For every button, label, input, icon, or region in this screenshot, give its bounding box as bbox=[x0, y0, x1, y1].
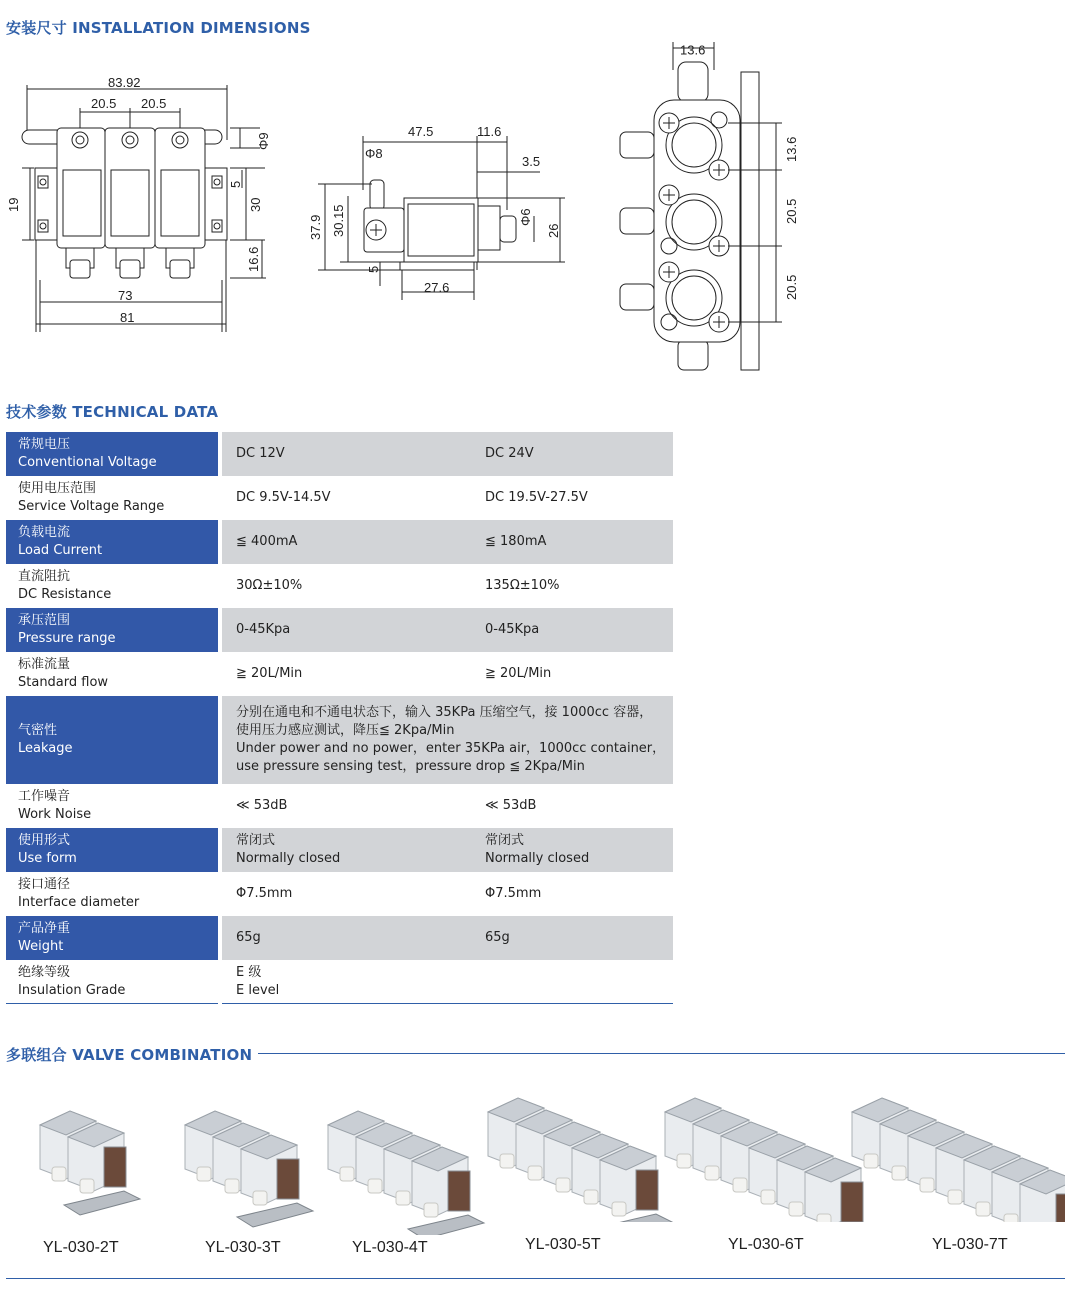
table-row bbox=[6, 916, 673, 960]
row-label-cn: 气密性 bbox=[18, 723, 58, 738]
dim-side-len: 47.5 bbox=[408, 124, 434, 139]
value-line: ≪ 53dB bbox=[485, 797, 537, 813]
value-line-en: Normally closed bbox=[485, 851, 590, 866]
row-label bbox=[6, 476, 218, 520]
row-label bbox=[6, 432, 218, 476]
row-label-cn: 承压范围 bbox=[18, 613, 71, 628]
dim-side-tip: 11.6 bbox=[477, 124, 502, 139]
value-line: DC 19.5V-27.5V bbox=[485, 489, 588, 505]
valve-label: YL-030-2T bbox=[43, 1239, 119, 1256]
dim-side-h-mid: 30.15 bbox=[331, 204, 346, 237]
leakage-line: 使用压力感应测试，降压≦ 2Kpa/Min bbox=[236, 723, 455, 738]
value-line: DC 24V bbox=[485, 446, 534, 461]
value-line: Φ7.5mm bbox=[236, 885, 293, 901]
table-row bbox=[6, 432, 673, 476]
table-row bbox=[6, 696, 673, 784]
dim-side-h-total: 37.9 bbox=[308, 214, 323, 240]
mount-bracket bbox=[64, 1191, 140, 1215]
section-title-combination: 多联组合 VALVE COMBINATION bbox=[6, 1046, 253, 1064]
dim-front-pitch-b: 20.5 bbox=[141, 96, 167, 111]
row-value-2 bbox=[471, 872, 673, 916]
dim-front-pitch-a: 20.5 bbox=[91, 96, 117, 111]
table-row bbox=[6, 872, 673, 916]
row-value-1 bbox=[222, 476, 471, 520]
row-label bbox=[6, 828, 218, 872]
value-line: 0-45Kpa bbox=[485, 622, 540, 637]
value-line: 0-45Kpa bbox=[236, 622, 291, 637]
value-line: 常闭式 bbox=[485, 833, 525, 848]
row-label-en: Weight bbox=[18, 939, 64, 954]
table-row bbox=[6, 960, 673, 1004]
row-label bbox=[6, 872, 218, 916]
dim-front-left-h: 19 bbox=[6, 197, 21, 212]
dim-front-mid: 30 bbox=[248, 197, 263, 212]
row-label-en: Service Voltage Range bbox=[18, 498, 165, 514]
row-label bbox=[6, 652, 218, 696]
row-label-cn: 直流阻抗 bbox=[18, 568, 71, 584]
row-value-2 bbox=[471, 652, 673, 696]
row-value-2 bbox=[471, 432, 673, 476]
section-title-installation: 安装尺寸 INSTALLATION DIMENSIONS bbox=[6, 19, 311, 37]
valve-label: YL-030-7T bbox=[932, 1236, 1008, 1253]
row-label-en: DC Resistance bbox=[18, 586, 112, 602]
leakage-line: Under power and no power，enter 35KPa air，1000cc container， bbox=[236, 741, 666, 756]
value-line: Φ7.5mm bbox=[485, 885, 542, 901]
row-value-1 bbox=[222, 520, 471, 564]
dim-top-p2: 20.5 bbox=[784, 198, 799, 224]
row-value-2 bbox=[471, 828, 673, 872]
value-line: ≦ 180mA bbox=[485, 534, 547, 549]
row-value-span bbox=[222, 696, 673, 784]
row-label bbox=[6, 784, 218, 828]
valve-label: YL-030-6T bbox=[728, 1236, 804, 1253]
section-rule bbox=[258, 1053, 1065, 1054]
row-value-1 bbox=[222, 564, 471, 608]
value-line: ≧ 20L/Min bbox=[236, 665, 303, 681]
value-line: 65g bbox=[485, 930, 510, 945]
value-line: 65g bbox=[236, 930, 261, 945]
row-label-cn: 标准流量 bbox=[18, 656, 71, 672]
leakage-line: 分别在通电和不通电状态下，输入 35KPa 压缩空气，接 1000cc 容器， bbox=[236, 705, 653, 720]
row-label-cn: 使用电压范围 bbox=[18, 480, 97, 496]
value-line: ≦ 400mA bbox=[236, 534, 298, 549]
dim-top-p3: 20.5 bbox=[784, 274, 799, 300]
value-line: DC 9.5V-14.5V bbox=[236, 489, 331, 505]
row-value-2 bbox=[471, 916, 673, 960]
row-label-cn: 绝缘等级 bbox=[18, 964, 71, 980]
bottom-rule bbox=[6, 1278, 1065, 1279]
table-row bbox=[6, 784, 673, 828]
dim-side-phi6: Φ6 bbox=[518, 208, 533, 226]
row-value-1 bbox=[222, 872, 471, 916]
mount-bracket bbox=[237, 1203, 313, 1227]
row-label-en: Insulation Grade bbox=[18, 982, 126, 998]
row-value-1 bbox=[222, 828, 471, 872]
row-label-cn: 常规电压 bbox=[18, 437, 71, 452]
coil bbox=[1056, 1194, 1065, 1222]
dim-front-overall: 83.92 bbox=[108, 75, 141, 90]
row-value-2 bbox=[471, 520, 673, 564]
valve-label: YL-030-5T bbox=[525, 1236, 601, 1253]
row-value-2 bbox=[471, 960, 673, 1004]
top-view bbox=[620, 42, 782, 370]
installation-drawing bbox=[0, 40, 1065, 380]
front-view bbox=[22, 85, 266, 332]
value-line: E 级 bbox=[236, 964, 262, 980]
row-value-1 bbox=[222, 784, 471, 828]
row-label-cn: 负载电流 bbox=[18, 525, 71, 540]
row-value-1 bbox=[222, 652, 471, 696]
dim-side-h26: 26 bbox=[546, 223, 561, 238]
coil bbox=[104, 1147, 126, 1187]
valve-label: YL-030-4T bbox=[352, 1239, 428, 1256]
dim-top-w: 13.6 bbox=[680, 42, 706, 58]
table-row bbox=[6, 652, 673, 696]
leakage-line: use pressure sensing test，pressure drop ≦ 2Kpa/Min bbox=[236, 759, 585, 774]
table-row bbox=[6, 608, 673, 652]
row-label-en: Work Noise bbox=[18, 806, 92, 822]
row-label-cn: 使用形式 bbox=[18, 833, 71, 848]
row-label bbox=[6, 520, 218, 564]
dim-side-gap: 3.5 bbox=[522, 154, 541, 169]
row-value-2 bbox=[471, 784, 673, 828]
row-value-1 bbox=[222, 916, 471, 960]
table-row bbox=[6, 476, 673, 520]
row-label-en: Interface diameter bbox=[18, 894, 140, 910]
dim-front-w-inner: 73 bbox=[118, 288, 133, 303]
dim-top-p1: 13.6 bbox=[784, 136, 799, 162]
row-label bbox=[6, 696, 218, 784]
dim-front-phi: Φ9 bbox=[256, 132, 271, 150]
row-label-en: Conventional Voltage bbox=[18, 455, 157, 470]
value-line-en: E level bbox=[236, 982, 280, 998]
row-label-en: Use form bbox=[18, 851, 77, 866]
row-label-en: Pressure range bbox=[18, 631, 116, 646]
row-label-cn: 接口通径 bbox=[18, 876, 71, 892]
dim-side-base: 5 bbox=[366, 265, 381, 273]
row-value-1 bbox=[222, 960, 471, 1004]
row-value-2 bbox=[471, 608, 673, 652]
row-value-1 bbox=[222, 432, 471, 476]
row-label-en: Standard flow bbox=[18, 674, 109, 690]
valve-image-7 bbox=[842, 1082, 1065, 1222]
dim-front-lower: 16.6 bbox=[246, 246, 261, 272]
dim-side-phi8: Φ8 bbox=[365, 146, 383, 161]
tech-data-table bbox=[6, 432, 673, 1004]
row-value-2 bbox=[471, 564, 673, 608]
row-label bbox=[6, 960, 218, 1004]
row-label-cn: 产品净重 bbox=[18, 921, 71, 936]
row-value-2 bbox=[471, 476, 673, 520]
valve-label: YL-030-3T bbox=[205, 1239, 281, 1256]
value-line: ≪ 53dB bbox=[236, 797, 288, 813]
row-label bbox=[6, 564, 218, 608]
row-value-1 bbox=[222, 608, 471, 652]
table-row bbox=[6, 828, 673, 872]
value-line-en: Normally closed bbox=[236, 851, 341, 866]
row-label-cn: 工作噪音 bbox=[18, 788, 71, 804]
table-row bbox=[6, 564, 673, 608]
coil bbox=[277, 1159, 299, 1199]
row-label bbox=[6, 608, 218, 652]
value-line: 135Ω±10% bbox=[485, 577, 560, 593]
row-label bbox=[6, 916, 218, 960]
dim-front-small: 5 bbox=[228, 180, 243, 188]
value-line: 常闭式 bbox=[236, 833, 276, 848]
value-line: ≧ 20L/Min bbox=[485, 665, 552, 681]
table-row bbox=[6, 520, 673, 564]
dim-front-w-outer: 81 bbox=[120, 310, 135, 325]
value-line: DC 12V bbox=[236, 446, 285, 461]
value-line: 30Ω±10% bbox=[236, 577, 303, 593]
dim-side-base-w: 27.6 bbox=[424, 280, 450, 295]
mount-bracket bbox=[408, 1215, 484, 1235]
row-label-en: Leakage bbox=[18, 741, 73, 756]
row-label-en: Load Current bbox=[18, 543, 103, 558]
section-title-technical: 技术参数 TECHNICAL DATA bbox=[6, 403, 219, 421]
coil bbox=[448, 1171, 470, 1211]
